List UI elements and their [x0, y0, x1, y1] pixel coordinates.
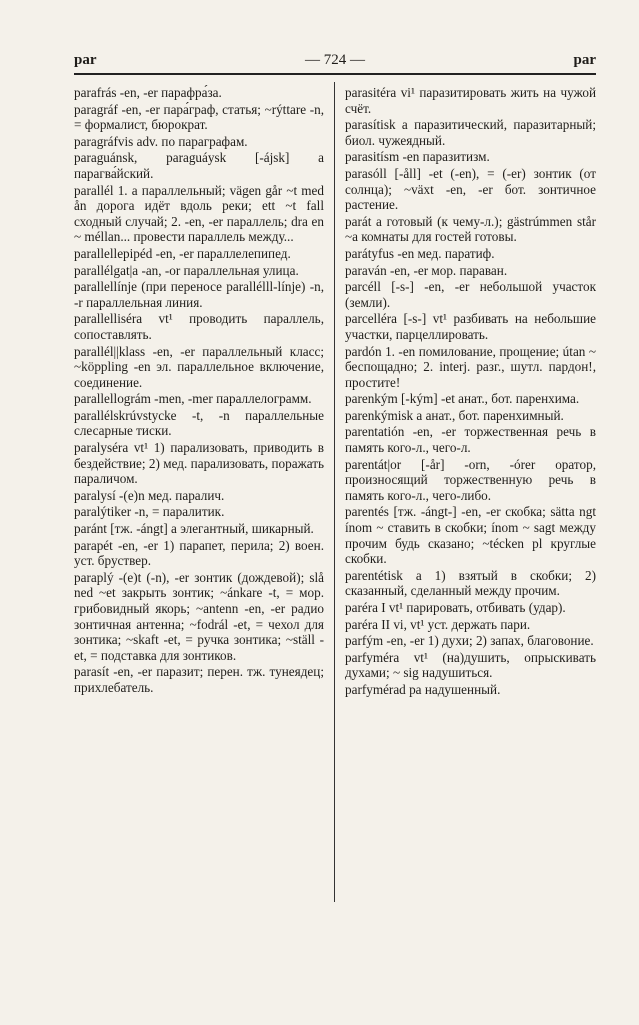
- entry: parfyméra vt¹ (на)душить, опрыскивать духами; ~ sig надушиться.: [345, 649, 596, 681]
- header-rule: [74, 73, 596, 75]
- entry: parentatión -en, -er торжественная речь в память кого-л., чего-л.: [345, 424, 596, 456]
- entry: paraguánsk, paraguáysk [-ájsk] а парагва́йский.: [74, 150, 324, 181]
- entry: parasitéra vi¹ паразитировать жить на чужой счёт.: [345, 85, 596, 116]
- entry: paránt [тж. -ángt] а элегантный, шикарный.: [74, 521, 314, 537]
- entry: paralýtiker -n, = паралитик.: [74, 504, 225, 520]
- page-header: [74, 52, 596, 74]
- header-left-guide-word: par: [74, 52, 97, 68]
- entry: parafrás -en, -er парафра́за.: [74, 85, 222, 100]
- entry: parapét -en, -er 1) парапет, перила; 2) воен. уст. бруствер.: [74, 537, 324, 569]
- entry: paraván -en, -er мор. параван.: [345, 262, 508, 278]
- entry: parasít -en, -er паразит; перен. тж. тунеядец; прихлебатель.: [74, 664, 324, 695]
- entry: parenkým [-kým] -et анат., бот. паренхима.: [345, 391, 580, 407]
- entry: paralysí -(e)n мед. паралич.: [74, 487, 225, 503]
- entry: parcelléra [-s-] vt¹ разбивать на небольшие участки, парцеллировать.: [345, 311, 596, 342]
- entry: parentés [тж. -ángt-] -en, -er скобка; sätta ngt ínom ~ ставить в скобки; ínom ~ sagt между прочим будь сказано; ~técken pl круглые скобки.: [345, 504, 596, 567]
- entry: paréra II vi, vt¹ уст. держать пари.: [345, 616, 531, 632]
- entry: parcéll [-s-] -en, -er небольшой участок (земли).: [345, 279, 596, 310]
- entry: parallelliséra vt¹ проводить параллель, сопоставлять.: [74, 311, 324, 342]
- column-divider: [334, 82, 335, 902]
- entry: paralyséra vt¹ 1) парализовать, приводить в бездействие; 2) мед. парализовать, поражать параличом.: [74, 440, 324, 487]
- entry: parenkýmisk а анат., бот. паренхимный.: [345, 407, 564, 423]
- entry: paraplý -(e)t (-n), -er зонтик (дождевой); slå ned ~et закрыть зонтик; ~ánkare -t, = мор. грибовидный якорь; ~antenn -en, -er радио зонтичная антенна; ~fodrál -et, = чехол для зонтика; ~skaft -et, = ручка зонтика; ~ställ -et, = подставка для зонтиков.: [74, 569, 324, 663]
- entry: paréra I vt¹ парировать, отбивать (удар).: [345, 600, 566, 615]
- entry: parentát|or [-år] -orn, -órer оратор, произносящий торжественную речь в память кого-л., чего-либо.: [345, 456, 596, 503]
- left-column: [74, 85, 324, 697]
- entry: parallellográm -men, -mer параллелограмм.: [74, 391, 312, 407]
- entry: parfým -en, -er 1) духи; 2) запах, благовоние.: [345, 633, 594, 649]
- entry: parallélgat|a -an, -or параллельная улица.: [74, 262, 299, 278]
- entry: parasóll [-åll] -et (-en), = (-er) зонтик (от солнца); ~växt -en, -er бот. зонтичное растение.: [345, 165, 596, 213]
- entry: parallél||klass -en, -er параллельный класс; ~köppling -en эл. параллельное включение, соединение.: [74, 343, 324, 390]
- entry: parentétisk а 1) взятый в скобки; 2) сказанный, сделанный между прочим.: [345, 567, 596, 599]
- entry: paragráfvis adv. по параграфам.: [74, 133, 248, 149]
- entry: parát а готовый (к чему-л.); gästrúmmen står ~a комнаты для гостей готовы.: [345, 213, 596, 245]
- right-column: [345, 85, 596, 699]
- page-number: — 724 —: [305, 52, 365, 68]
- header-right-guide-word: par: [573, 52, 596, 68]
- entry: parallélskrúvstycke -t, -n параллельные слесарные тиски.: [74, 407, 324, 439]
- entry: parallellínje (при переносе parallélll-línje) -n, -r параллельная линия.: [74, 279, 324, 310]
- entry: parasitísm -en паразитизм.: [345, 149, 490, 165]
- entry: parátyfus -en мед. паратиф.: [345, 245, 495, 261]
- entry: parasítisk а паразитический, паразитарный; биол. чужеядный.: [345, 117, 596, 148]
- entry: pardón 1. -en помилование, прощение; útan ~ беспощадно; 2. interj. разг., шутл. пардон!, простите!: [345, 343, 596, 390]
- entry: parallél 1. а параллельный; vägen går ~t med ån дорога идёт вдоль реки; ett ~t fall сходный случай; 2. -en, -er параллель; dra en ~ méllan... провести параллель между...: [74, 182, 324, 245]
- entry: paragráf -en, -er пара́граф, статья; ~rýttare -n, = формалист, бюрократ.: [74, 101, 324, 133]
- entry: parfymérad pa надушенный.: [345, 681, 501, 697]
- entry: parallellepipéd -en, -er параллелепипед.: [74, 245, 291, 261]
